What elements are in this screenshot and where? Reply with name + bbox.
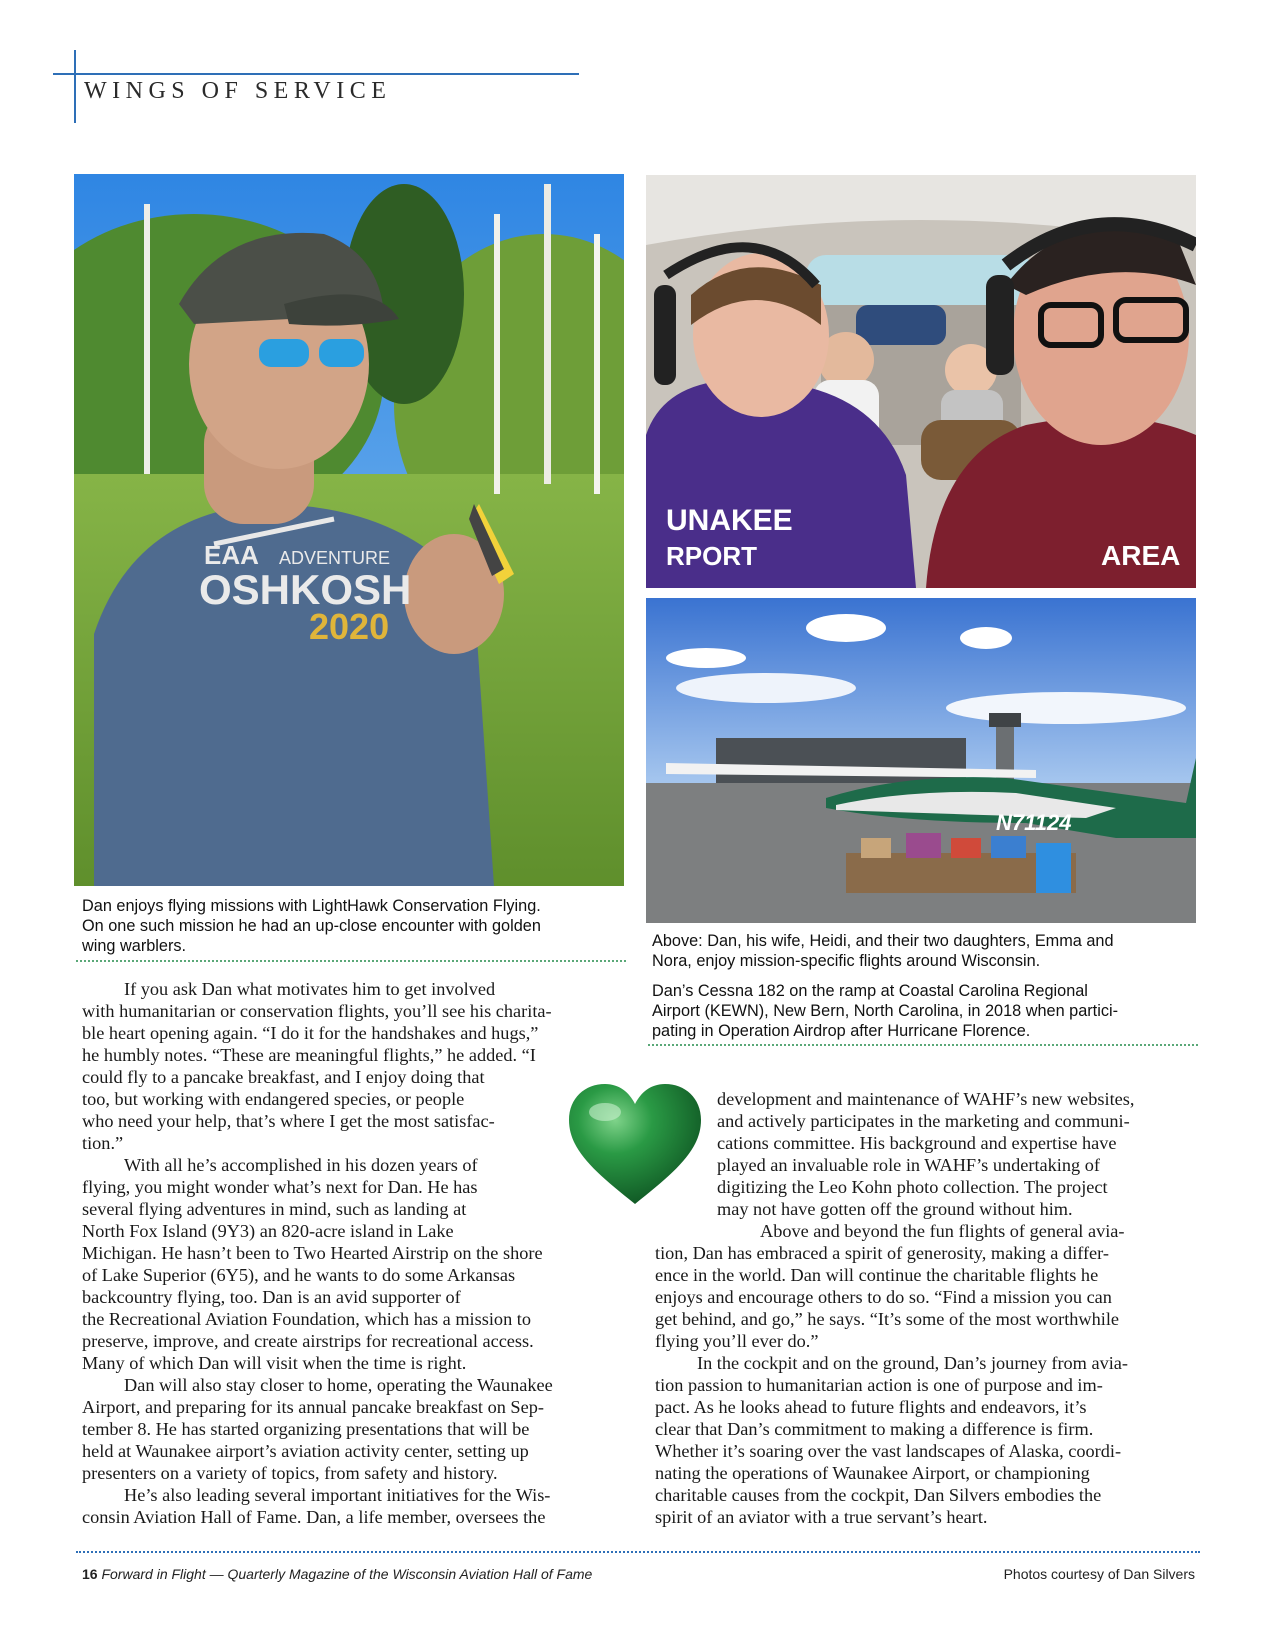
page-number: 16 (82, 1566, 98, 1582)
tail-number: N71124 (996, 810, 1072, 835)
caption-divider (648, 1044, 1198, 1046)
article-line: nating the operations of Waunakee Airport, or championing (655, 1463, 1090, 1483)
magazine-title: Forward in Flight — Quarterly Magazine of the Wisconsin Aviation Hall of Fame (101, 1566, 593, 1582)
article-line: digitizing the Leo Kohn photo collection. The project (717, 1177, 1108, 1197)
article-line: too, but working with endangered species, or people (82, 1089, 465, 1109)
article-line: development and maintenance of WAHF’s new websites, (717, 1089, 1135, 1109)
shirt-logo-text: EAA (204, 540, 259, 570)
article-line: and actively participates in the marketing and communi- (717, 1111, 1130, 1131)
article-line: tember 8. He has started organizing presentations that will be (82, 1419, 530, 1439)
sweatshirt-right-text: AREA (1101, 540, 1181, 571)
caption-line: wing warblers. (82, 937, 187, 955)
article-column-1-top (82, 978, 627, 1066)
caption-line: Dan’s Cessna 182 on the ramp at Coastal Carolina Regional (652, 982, 1088, 1000)
section-title: WINGS OF SERVICE (84, 78, 392, 104)
caption-cessna-photo (652, 981, 1200, 1041)
article-line: consin Aviation Hall of Fame. Dan, a life member, oversees the (82, 1507, 546, 1527)
caption-line: Dan enjoys flying missions with LightHawk Conservation Flying. (82, 897, 541, 915)
caption-family-photo (652, 931, 1200, 971)
article-line: held at Waunakee airport’s aviation activity center, setting up (82, 1441, 529, 1461)
article-line: charitable causes from the cockpit, Dan Silvers embodies the (655, 1485, 1102, 1505)
shirt-oshkosh-text: OSHKOSH (199, 566, 412, 613)
article-line: get behind, and go,” he says. “It’s some of the most worthwhile (655, 1309, 1120, 1329)
article-line: who need your help, that’s where I get the most satisfac- (82, 1111, 495, 1131)
caption-divider (76, 960, 626, 962)
article-line: ble heart opening again. “I do it for the handshakes and hugs,” (82, 1023, 539, 1043)
article-line: of Lake Superior (6Y5), and he wants to do some Arkansas (82, 1265, 516, 1285)
article-line: With all he’s accomplished in his dozen years of (124, 1155, 478, 1175)
caption-line: Nora, enjoy mission-specific flights around Wisconsin. (652, 952, 1041, 970)
article-line: tion passion to humanitarian action is one of purpose and im- (655, 1375, 1103, 1395)
sweatshirt-left-line1: UNAKEE (666, 504, 793, 537)
footer-rule (76, 1551, 1200, 1553)
shirt-year-text: 2020 (309, 606, 390, 647)
article-line: pact. As he looks ahead to future flights and endeavors, it’s (655, 1397, 1087, 1417)
caption-line: Above: Dan, his wife, Heidi, and their two daughters, Emma and (652, 932, 1114, 950)
article-line: flying you’ll ever do.” (655, 1331, 819, 1351)
article-line: Dan will also stay closer to home, operating the Waunakee (124, 1375, 553, 1395)
article-line: played an invaluable role in WAHF’s undertaking of (717, 1155, 1100, 1175)
article-line: may not have gotten off the ground without him. (717, 1199, 1073, 1219)
article-line: several flying adventures in mind, such as landing at (82, 1199, 467, 1219)
article-line: presenters on a variety of topics, from safety and history. (82, 1463, 498, 1483)
article-line: Whether it’s soaring over the vast landscapes of Alaska, coordi- (655, 1441, 1122, 1461)
caption-left-photo (82, 896, 622, 956)
article-line: spirit of an aviator with a true servant’s heart. (655, 1507, 988, 1527)
header-rule-horizontal (53, 73, 579, 75)
photo-credit: Photos courtesy of Dan Silvers (1003, 1566, 1195, 1582)
article-line: In the cockpit and on the ground, Dan’s journey from avia- (697, 1353, 1129, 1373)
article-line: he humbly notes. “These are meaningful flights,” he added. “I (82, 1045, 536, 1065)
article-line: the Recreational Aviation Foundation, which has a mission to (82, 1309, 531, 1329)
article-line: If you ask Dan what motivates him to get involved (124, 979, 496, 999)
article-line: Michigan. He hasn’t been to Two Hearted Airstrip on the shore (82, 1243, 543, 1263)
article-line: North Fox Island (9Y3) an 820-acre island in Lake (82, 1221, 454, 1241)
caption-line: pating in Operation Airdrop after Hurricane Florence. (652, 1022, 1031, 1040)
article-column-2-wrap (717, 1088, 1202, 1220)
article-line: backcountry flying, too. Dan is an avid supporter of (82, 1287, 461, 1307)
article-column-1-bottom (82, 1220, 627, 1528)
article-line: ence in the world. Dan will continue the charitable flights he (655, 1265, 1099, 1285)
heart-icon (565, 1082, 705, 1207)
photo-family-cockpit (646, 175, 1196, 588)
article-column-1-wrap (82, 1066, 552, 1220)
article-line: tion.” (82, 1133, 124, 1153)
article-line: with humanitarian or conservation flights, you’ll see his charita- (82, 1001, 552, 1021)
article-line: preserve, improve, and create airstrips for recreational access. (82, 1331, 534, 1351)
caption-line: Airport (KEWN), New Bern, North Carolina, in 2018 when partici- (652, 1002, 1118, 1020)
shirt-adventure-text: ADVENTURE (279, 548, 391, 568)
article-line: Above and beyond the fun flights of general avia- (760, 1221, 1125, 1241)
photo-dan-with-warbler (74, 174, 624, 886)
photo-cessna-ramp (646, 598, 1196, 923)
article-line: He’s also leading several important initiatives for the Wis- (124, 1485, 551, 1505)
header-rule-vertical (74, 50, 76, 123)
article-line: cations committee. His background and expertise have (717, 1133, 1117, 1153)
caption-line: On one such mission he had an up-close encounter with golden (82, 917, 541, 935)
article-line: Many of which Dan will visit when the time is right. (82, 1353, 467, 1373)
article-line: could fly to a pancake breakfast, and I enjoy doing that (82, 1067, 485, 1087)
footer-left (82, 1566, 592, 1582)
article-column-2-bottom (655, 1220, 1200, 1528)
article-line: flying, you might wonder what’s next for Dan. He has (82, 1177, 478, 1197)
sweatshirt-left-line2: RPORT (666, 541, 757, 571)
article-line: Airport, and preparing for its annual pancake breakfast on Sep- (82, 1397, 544, 1417)
article-line: tion, Dan has embraced a spirit of generosity, making a differ- (655, 1243, 1109, 1263)
article-line: enjoys and encourage others to do so. “Find a mission you can (655, 1287, 1112, 1307)
article-line: clear that Dan’s commitment to making a difference is firm. (655, 1419, 1094, 1439)
